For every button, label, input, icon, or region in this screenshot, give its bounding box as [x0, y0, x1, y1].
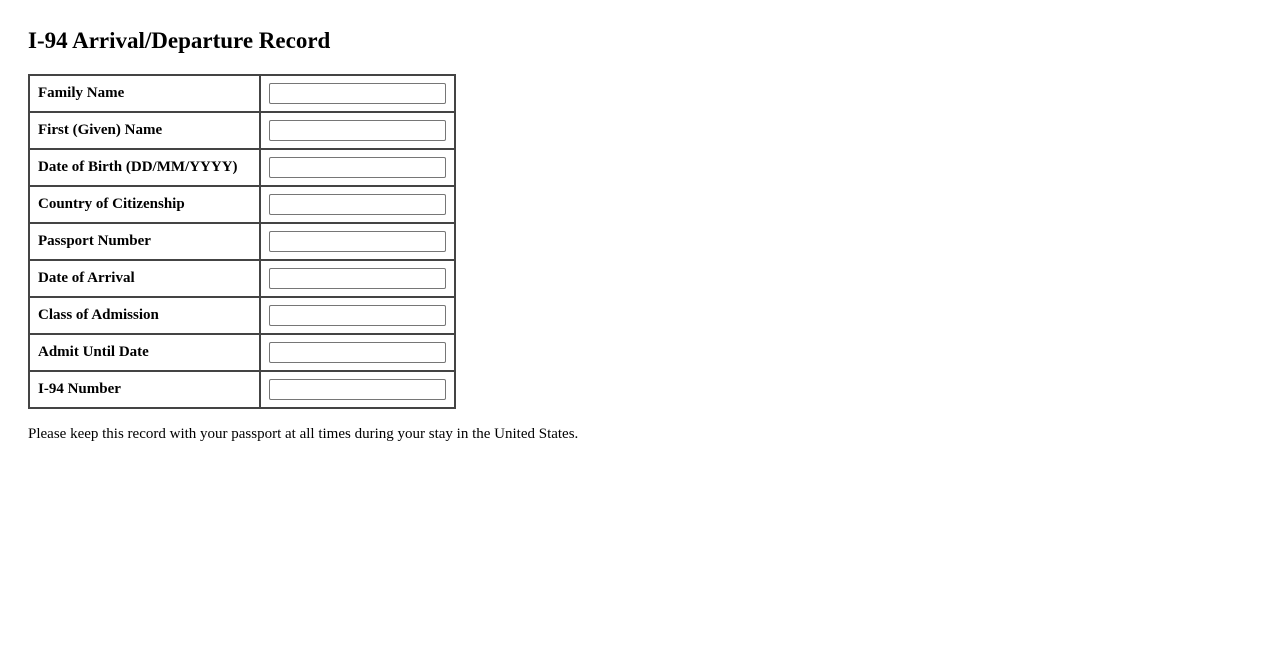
date-of-birth-label: Date of Birth (DD/MM/YYYY) — [29, 149, 260, 186]
family-name-input[interactable] — [269, 83, 446, 104]
country-of-citizenship-label: Country of Citizenship — [29, 186, 260, 223]
i94-number-input[interactable] — [269, 379, 446, 400]
form-row-first-name — [29, 112, 455, 149]
date-of-arrival-label: Date of Arrival — [29, 260, 260, 297]
form-row-i94-number — [29, 371, 455, 408]
date-of-arrival-input[interactable] — [269, 268, 446, 289]
form-row-country-of-citizenship — [29, 186, 455, 223]
date-of-birth-input[interactable] — [269, 157, 446, 178]
first-name-label: First (Given) Name — [29, 112, 260, 149]
first-name-input[interactable] — [269, 120, 446, 141]
form-row-family-name — [29, 75, 455, 112]
form-row-admit-until-date — [29, 334, 455, 371]
form-row-date-of-arrival — [29, 260, 455, 297]
form-row-class-of-admission — [29, 297, 455, 334]
i94-record-form — [28, 74, 456, 409]
class-of-admission-input[interactable] — [269, 305, 446, 326]
i94-number-label: I-94 Number — [29, 371, 260, 408]
passport-number-label: Passport Number — [29, 223, 260, 260]
record-keeping-note: Please keep this record with your passport at all times during your stay in the United States. — [28, 426, 579, 442]
family-name-label: Family Name — [29, 75, 260, 112]
class-of-admission-label: Class of Admission — [29, 297, 260, 334]
page-title: I-94 Arrival/Departure Record — [28, 28, 331, 53]
form-row-passport-number — [29, 223, 455, 260]
country-of-citizenship-input[interactable] — [269, 194, 446, 215]
form-row-date-of-birth — [29, 149, 455, 186]
admit-until-date-input[interactable] — [269, 342, 446, 363]
admit-until-date-label: Admit Until Date — [29, 334, 260, 371]
passport-number-input[interactable] — [269, 231, 446, 252]
